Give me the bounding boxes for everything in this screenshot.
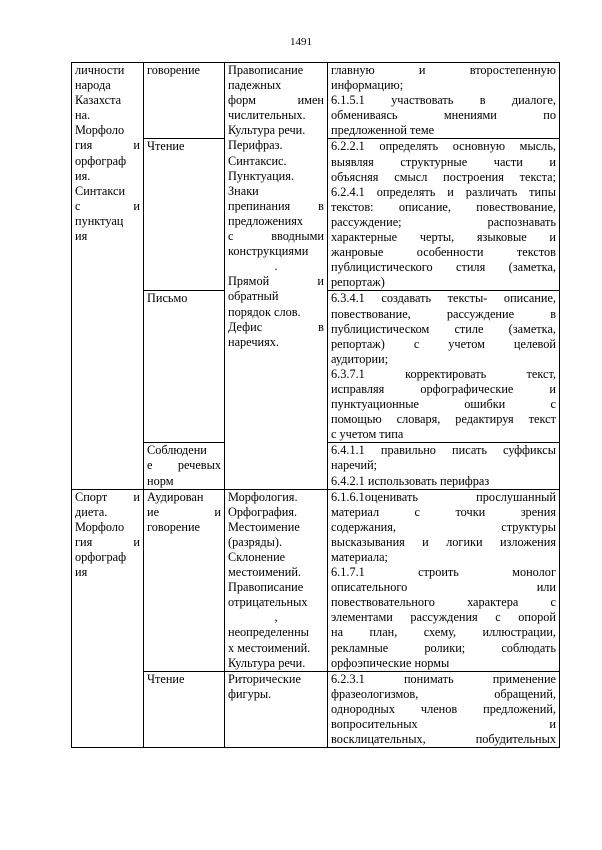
text-line: характерные черты, языковые и: [331, 230, 556, 245]
text-line: текстов: описание, повествование,: [331, 199, 556, 214]
text-line: 6.1.5.1 участвовать в диалоге,: [331, 93, 556, 108]
text-line: Орфография.: [228, 504, 298, 519]
text-line: местоимений.: [228, 565, 302, 580]
text-line: 6.3.4.1 создавать тексты- описание,: [331, 291, 556, 306]
text-line: е речевых: [147, 458, 221, 473]
text-line: Морфоло: [75, 519, 125, 534]
text-line: орфограф: [75, 550, 127, 564]
text-line: жанровые особенности текстов: [331, 245, 556, 260]
text-line: Перифраз.: [228, 138, 283, 153]
text-line: порядок слов.: [228, 304, 301, 319]
text-line: ия: [75, 565, 88, 580]
text-line: элементами рассуждения с опорой: [331, 610, 556, 625]
text-line: орфоэпические нормы: [331, 655, 450, 670]
text-line: орфограф: [75, 153, 127, 168]
text-line: информацию;: [331, 78, 404, 93]
text-line: препинания в: [228, 198, 324, 213]
text-line: Прямой и: [228, 274, 324, 289]
text-line: с учетом типа: [331, 427, 404, 442]
text-line: 6.2.3.1 понимать применение: [331, 671, 556, 686]
text-line: предложенной теме: [331, 123, 435, 138]
topic-cell: [72, 63, 144, 490]
text-line: материал с точки зрения: [331, 504, 556, 519]
text-line: восклицательных, побудительных: [331, 732, 556, 747]
text-line: пунктуационные ошибки с: [331, 397, 556, 412]
text-line: вопросительных и: [331, 717, 556, 732]
text-line: Склонение: [228, 550, 286, 564]
text-line: повествовательного характера с: [331, 595, 556, 610]
text-line: ия: [75, 229, 88, 244]
text-line: Дефис в: [228, 319, 324, 334]
text-line: фигуры.: [228, 686, 272, 701]
text-line: (разряды).: [228, 534, 283, 549]
text-line: х местоимений.: [228, 640, 311, 655]
text-line: форм имен: [228, 93, 324, 108]
text-line: ие и: [147, 504, 221, 519]
text-line: отрицательных: [228, 595, 308, 610]
text-line: Риторические: [228, 671, 301, 686]
skill-cell: [144, 63, 225, 139]
objectives-cell: [328, 139, 560, 291]
text-line: гия и: [75, 534, 140, 549]
skill-cell: [144, 489, 225, 671]
text-line: Письмо: [147, 291, 188, 306]
objectives-cell: [328, 443, 560, 489]
text-line: 6.2.4.1 определять и различать типы: [331, 184, 556, 199]
text-line: 6.3.7.1 корректировать текст,: [331, 366, 556, 381]
text-line: фразеологизмов, обращений,: [331, 686, 556, 701]
text-line: рассуждение; распознавать: [331, 214, 556, 229]
table-row: [72, 63, 560, 139]
text-line: 6.2.2.1 определять основную мысль,: [331, 139, 556, 154]
text-line: неопределенны: [228, 625, 309, 640]
text-line: говорение: [147, 519, 200, 534]
text-line: репортаж) с учетом целевой: [331, 336, 556, 351]
skill-cell: [144, 671, 225, 747]
objectives-cell: [328, 671, 560, 747]
text-line: Правописание: [228, 63, 304, 77]
text-line: народа: [75, 78, 111, 93]
text-line: пунктуац: [75, 213, 124, 228]
text-line: Правописание: [228, 580, 304, 595]
text-line: обратный: [228, 289, 279, 304]
text-line: объясняя смысл построения текста;: [331, 169, 556, 184]
text-line: обмениваясь мнениями по: [331, 108, 556, 123]
text-line: описательного или: [331, 580, 556, 595]
table-row: [72, 489, 560, 671]
text-line: предложениях: [228, 213, 304, 228]
text-line: содержания, структуры: [331, 519, 556, 534]
text-line: 6.1.7.1 строить монолог: [331, 565, 556, 580]
text-line: на план, схему, иллюстрации,: [331, 625, 556, 640]
page-number: 1491: [290, 36, 312, 48]
grammar-cell: [225, 671, 328, 747]
table-row: [72, 671, 560, 747]
text-line: публицистическом стиле (заметка,: [331, 321, 556, 336]
text-line: Чтение: [147, 671, 185, 686]
text-line: наречий;: [331, 458, 378, 473]
text-line: Культура речи.: [228, 655, 306, 670]
text-line: высказывания и логики изложения: [331, 534, 556, 549]
text-line: 6.1.6.1оценивать прослушанный: [331, 489, 556, 504]
text-line: материала;: [331, 550, 388, 564]
text-line: Синтакси: [75, 183, 126, 198]
text-line: гия и: [75, 138, 140, 153]
text-line: Пунктуация.: [228, 168, 294, 183]
text-line: с и: [75, 198, 140, 213]
skill-cell: [144, 139, 225, 291]
text-line: наречиях.: [228, 334, 279, 349]
text-line: Казахста: [75, 93, 122, 108]
text-line: исправляя орфографические и: [331, 381, 556, 396]
text-line: с вводными: [228, 229, 324, 244]
text-line: норм: [147, 473, 174, 488]
text-line: числительных.: [228, 108, 306, 123]
text-line: ,: [274, 610, 278, 625]
text-line: 6.4.2.1 использовать перифраз: [331, 473, 490, 488]
text-line: диета.: [75, 504, 108, 519]
text-line: Аудирован: [147, 489, 204, 504]
text-line: ия.: [75, 168, 91, 183]
text-line: помощью словаря, редактируя текст: [331, 412, 556, 427]
text-line: репортаж): [331, 275, 385, 290]
text-line: .: [274, 259, 278, 274]
text-line: повествование, рассуждение в: [331, 306, 556, 321]
text-line: Спорт и: [75, 489, 140, 504]
text-line: аудитории;: [331, 351, 389, 366]
text-line: личности: [75, 63, 125, 77]
text-line: конструкциями: [228, 244, 309, 259]
grammar-cell: [225, 489, 328, 671]
text-line: падежных: [228, 78, 282, 93]
text-line: Морфоло: [75, 123, 125, 138]
topic-cell: [72, 489, 144, 748]
text-line: главную и второстепенную: [331, 63, 556, 77]
text-line: на.: [75, 108, 91, 123]
text-line: Местоимение: [228, 519, 300, 534]
objectives-cell: [328, 63, 560, 139]
skill-cell: [144, 291, 225, 443]
text-line: Синтаксис.: [228, 153, 287, 168]
text-line: однородных членов предложений,: [331, 701, 556, 716]
text-line: Культура речи.: [228, 123, 306, 138]
objectives-cell: [328, 291, 560, 443]
text-line: Соблюдени: [147, 443, 207, 458]
text-line: выявляя структурные части и: [331, 154, 556, 169]
text-line: 6.4.1.1 правильно писать суффиксы: [331, 443, 556, 458]
text-line: Знаки: [228, 183, 259, 198]
curriculum-table: [71, 62, 560, 748]
text-line: публицистического стиля (заметка,: [331, 260, 556, 275]
objectives-cell: [328, 489, 560, 671]
skill-cell: [144, 443, 225, 489]
text-line: Морфология.: [228, 489, 298, 504]
grammar-cell: [225, 63, 328, 490]
text-line: Чтение: [147, 139, 185, 154]
text-line: рекламные ролики; соблюдать: [331, 640, 556, 655]
text-line: говорение: [147, 63, 200, 77]
